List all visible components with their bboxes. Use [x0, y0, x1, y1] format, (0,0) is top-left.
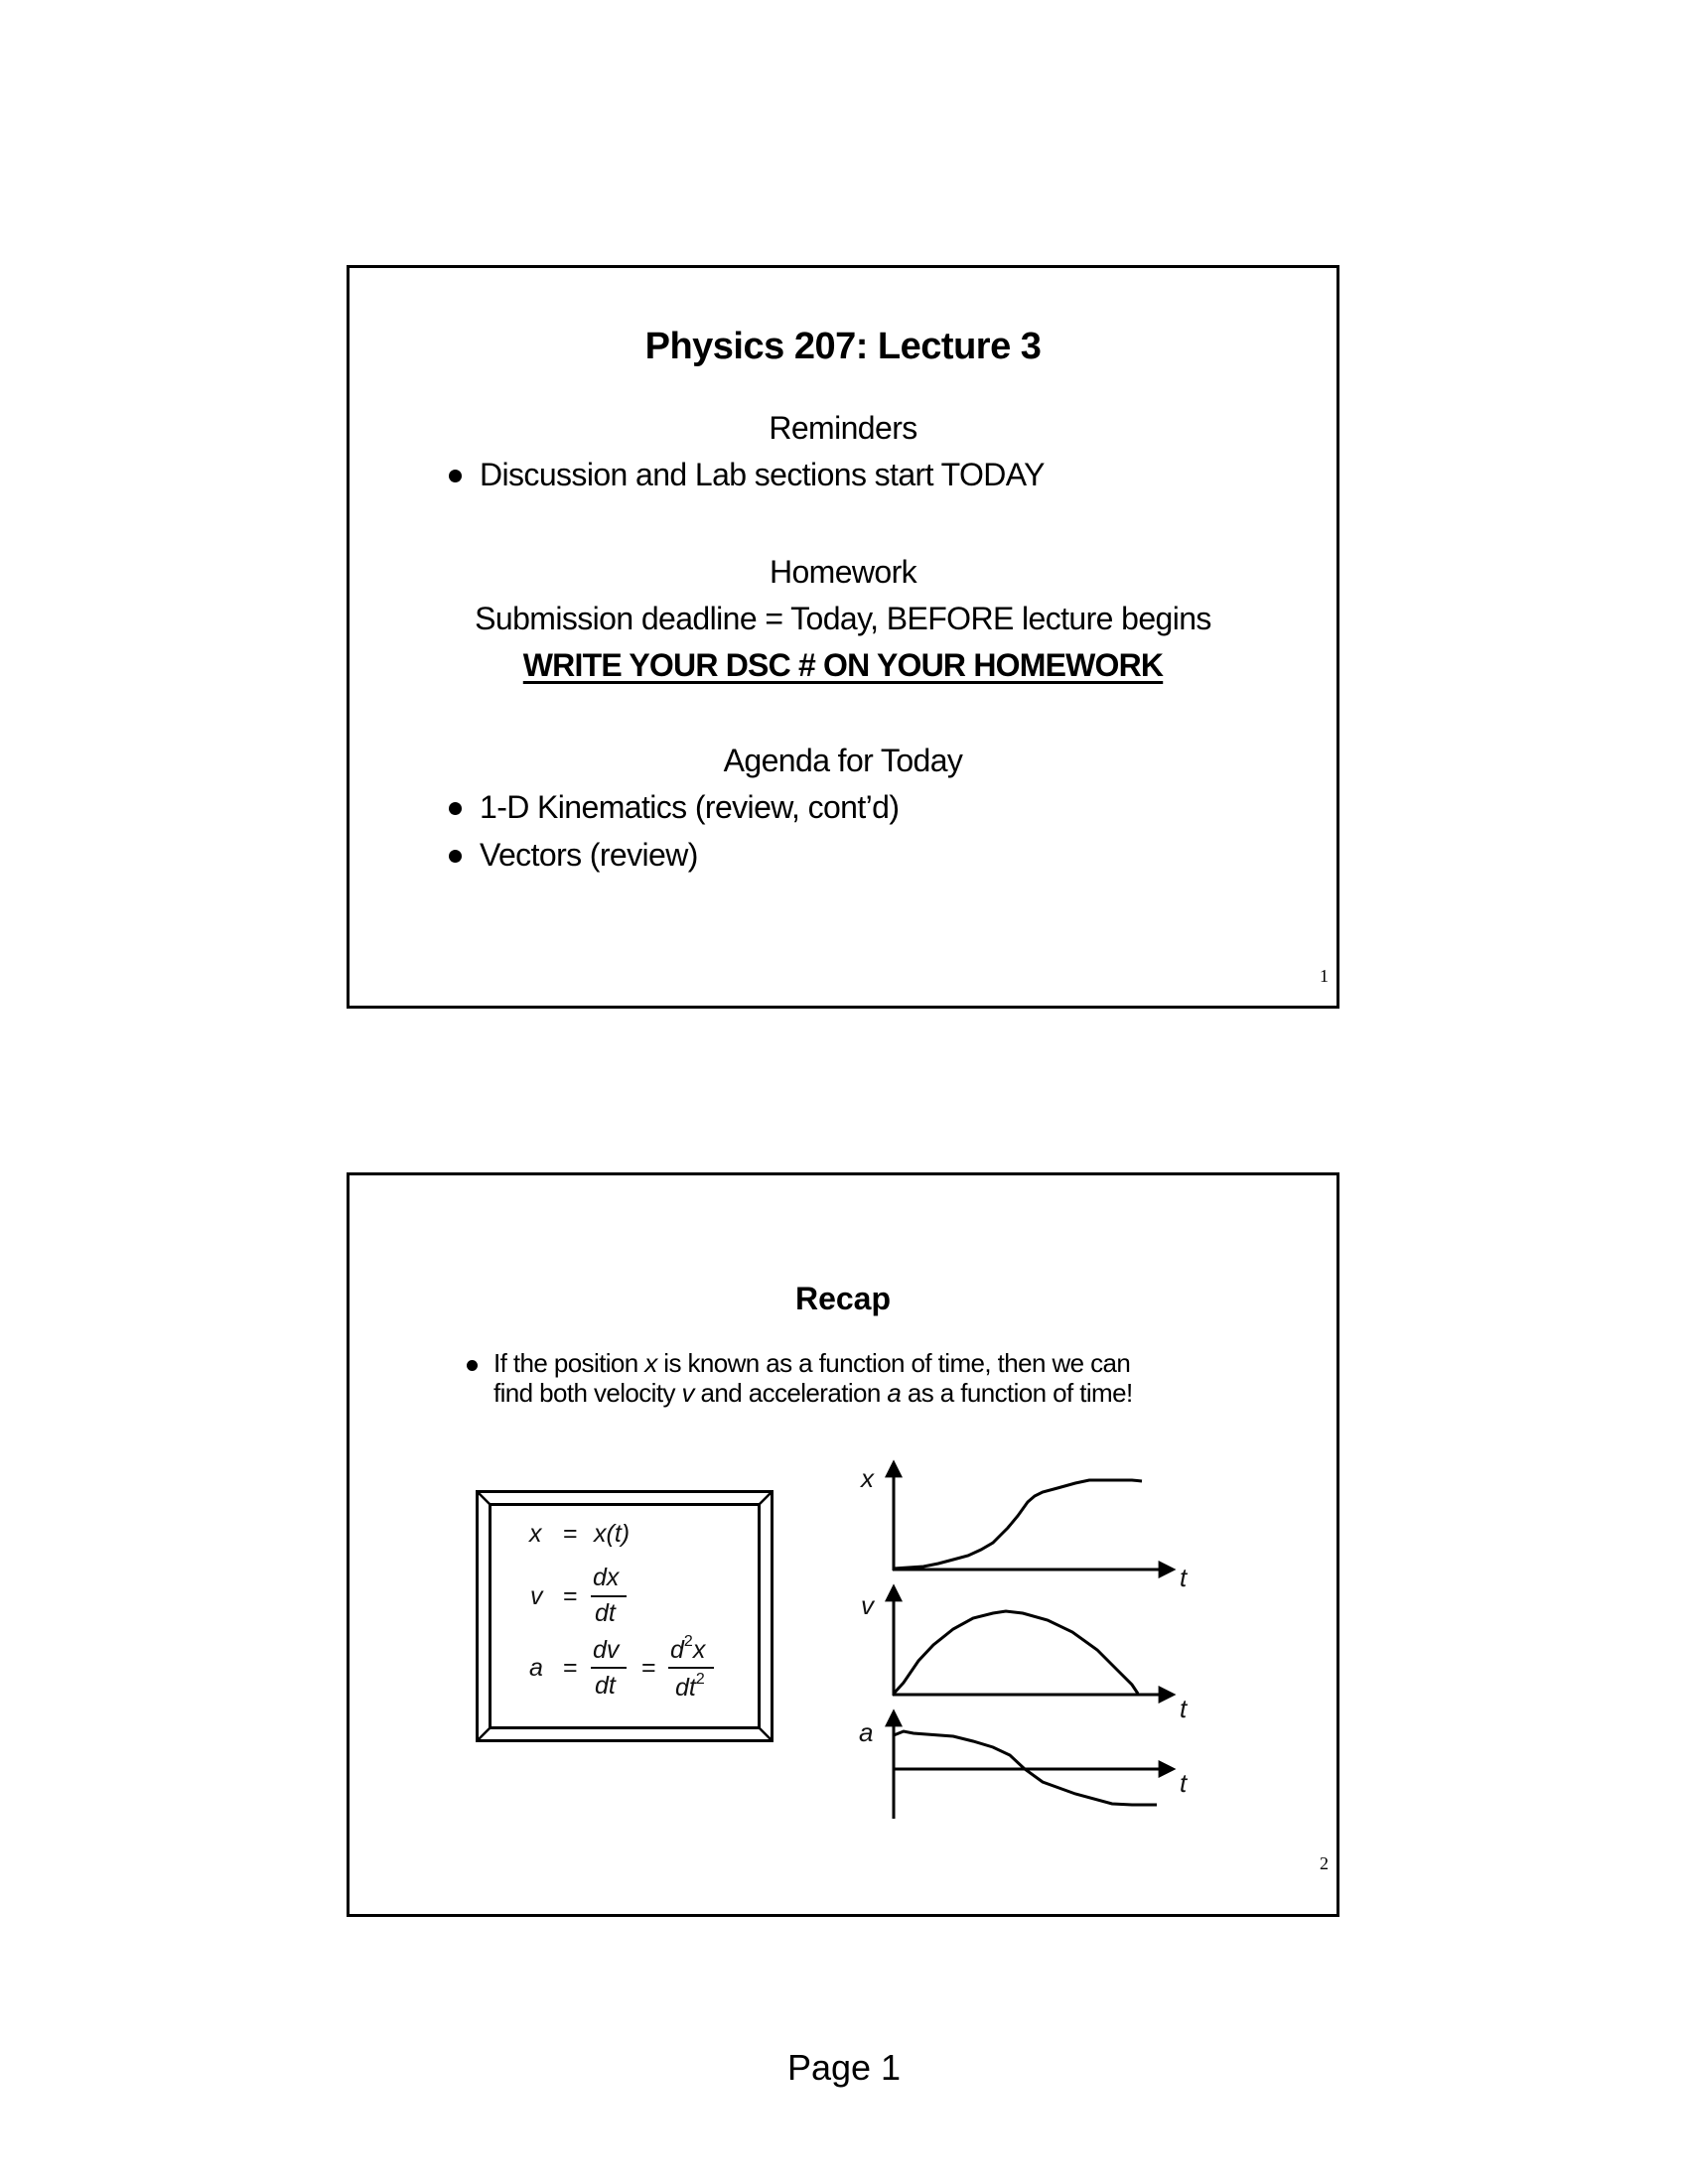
- reminders-heading: Reminders: [769, 410, 917, 446]
- eq-v-denominator: dt: [595, 1599, 616, 1627]
- slide-2: [347, 1172, 1339, 1917]
- homework-emphasis: WRITE YOUR DSC # ON YOUR HOMEWORK: [522, 647, 1164, 683]
- eq-a-lhs: a: [529, 1654, 543, 1682]
- slide-title: Physics 207: Lecture 3: [644, 326, 1042, 367]
- bullet-icon: [449, 802, 462, 815]
- eq-a-numerator-2: $d^2x$: [670, 1633, 706, 1664]
- slide-number: 1: [1320, 966, 1329, 986]
- eq-a-numerator-1: dv: [593, 1636, 620, 1664]
- eq-equals: =: [563, 1654, 578, 1682]
- homework-heading: Homework: [769, 554, 917, 590]
- eq-a-denominator-1: dt: [595, 1672, 616, 1700]
- graph-a-label: a: [859, 1717, 874, 1747]
- slide-title: Recap: [794, 1281, 892, 1316]
- agenda-heading: Agenda for Today: [723, 743, 963, 778]
- eq-x-lhs: x: [529, 1520, 542, 1548]
- eq-a-denominator-2: $dt^2$: [675, 1671, 705, 1702]
- agenda-item: 1-D Kinematics (review, cont’d): [480, 789, 900, 825]
- slide-number: 2: [1320, 1853, 1329, 1873]
- graph-t-label: t: [1180, 1563, 1188, 1592]
- graph-t-label: t: [1180, 1694, 1188, 1723]
- eq-v-lhs: v: [530, 1582, 543, 1610]
- velocity-graph: [893, 1587, 1173, 1696]
- eq-v-numerator: dx: [593, 1564, 620, 1591]
- homework-deadline: Submission deadline = Today, BEFORE lecture begins: [475, 601, 1211, 636]
- slide-1: [347, 265, 1339, 1009]
- page-number: Page 1: [786, 2047, 902, 2088]
- eq-equals: =: [563, 1520, 578, 1548]
- bullet-icon: [449, 470, 462, 482]
- bullet-icon: [449, 850, 462, 863]
- graph-t-label: t: [1180, 1768, 1188, 1798]
- acceleration-graph: [893, 1712, 1173, 1819]
- recap-line-1: If the position x is known as a function of time, then we can: [493, 1348, 1131, 1378]
- reminder-item: Discussion and Lab sections start TODAY: [480, 457, 1045, 492]
- agenda-item: Vectors (review): [480, 837, 698, 873]
- eq-x-rhs: x(t): [594, 1520, 631, 1548]
- kinematics-graphs: [350, 1175, 1336, 1914]
- graph-v-label: v: [861, 1590, 874, 1620]
- position-graph: [893, 1463, 1173, 1570]
- graph-x-label: x: [861, 1463, 874, 1493]
- eq-equals: =: [563, 1582, 578, 1610]
- recap-line-2: find both velocity v and acceleration a as a function of time!: [493, 1378, 1133, 1408]
- eq-equals: =: [641, 1654, 656, 1682]
